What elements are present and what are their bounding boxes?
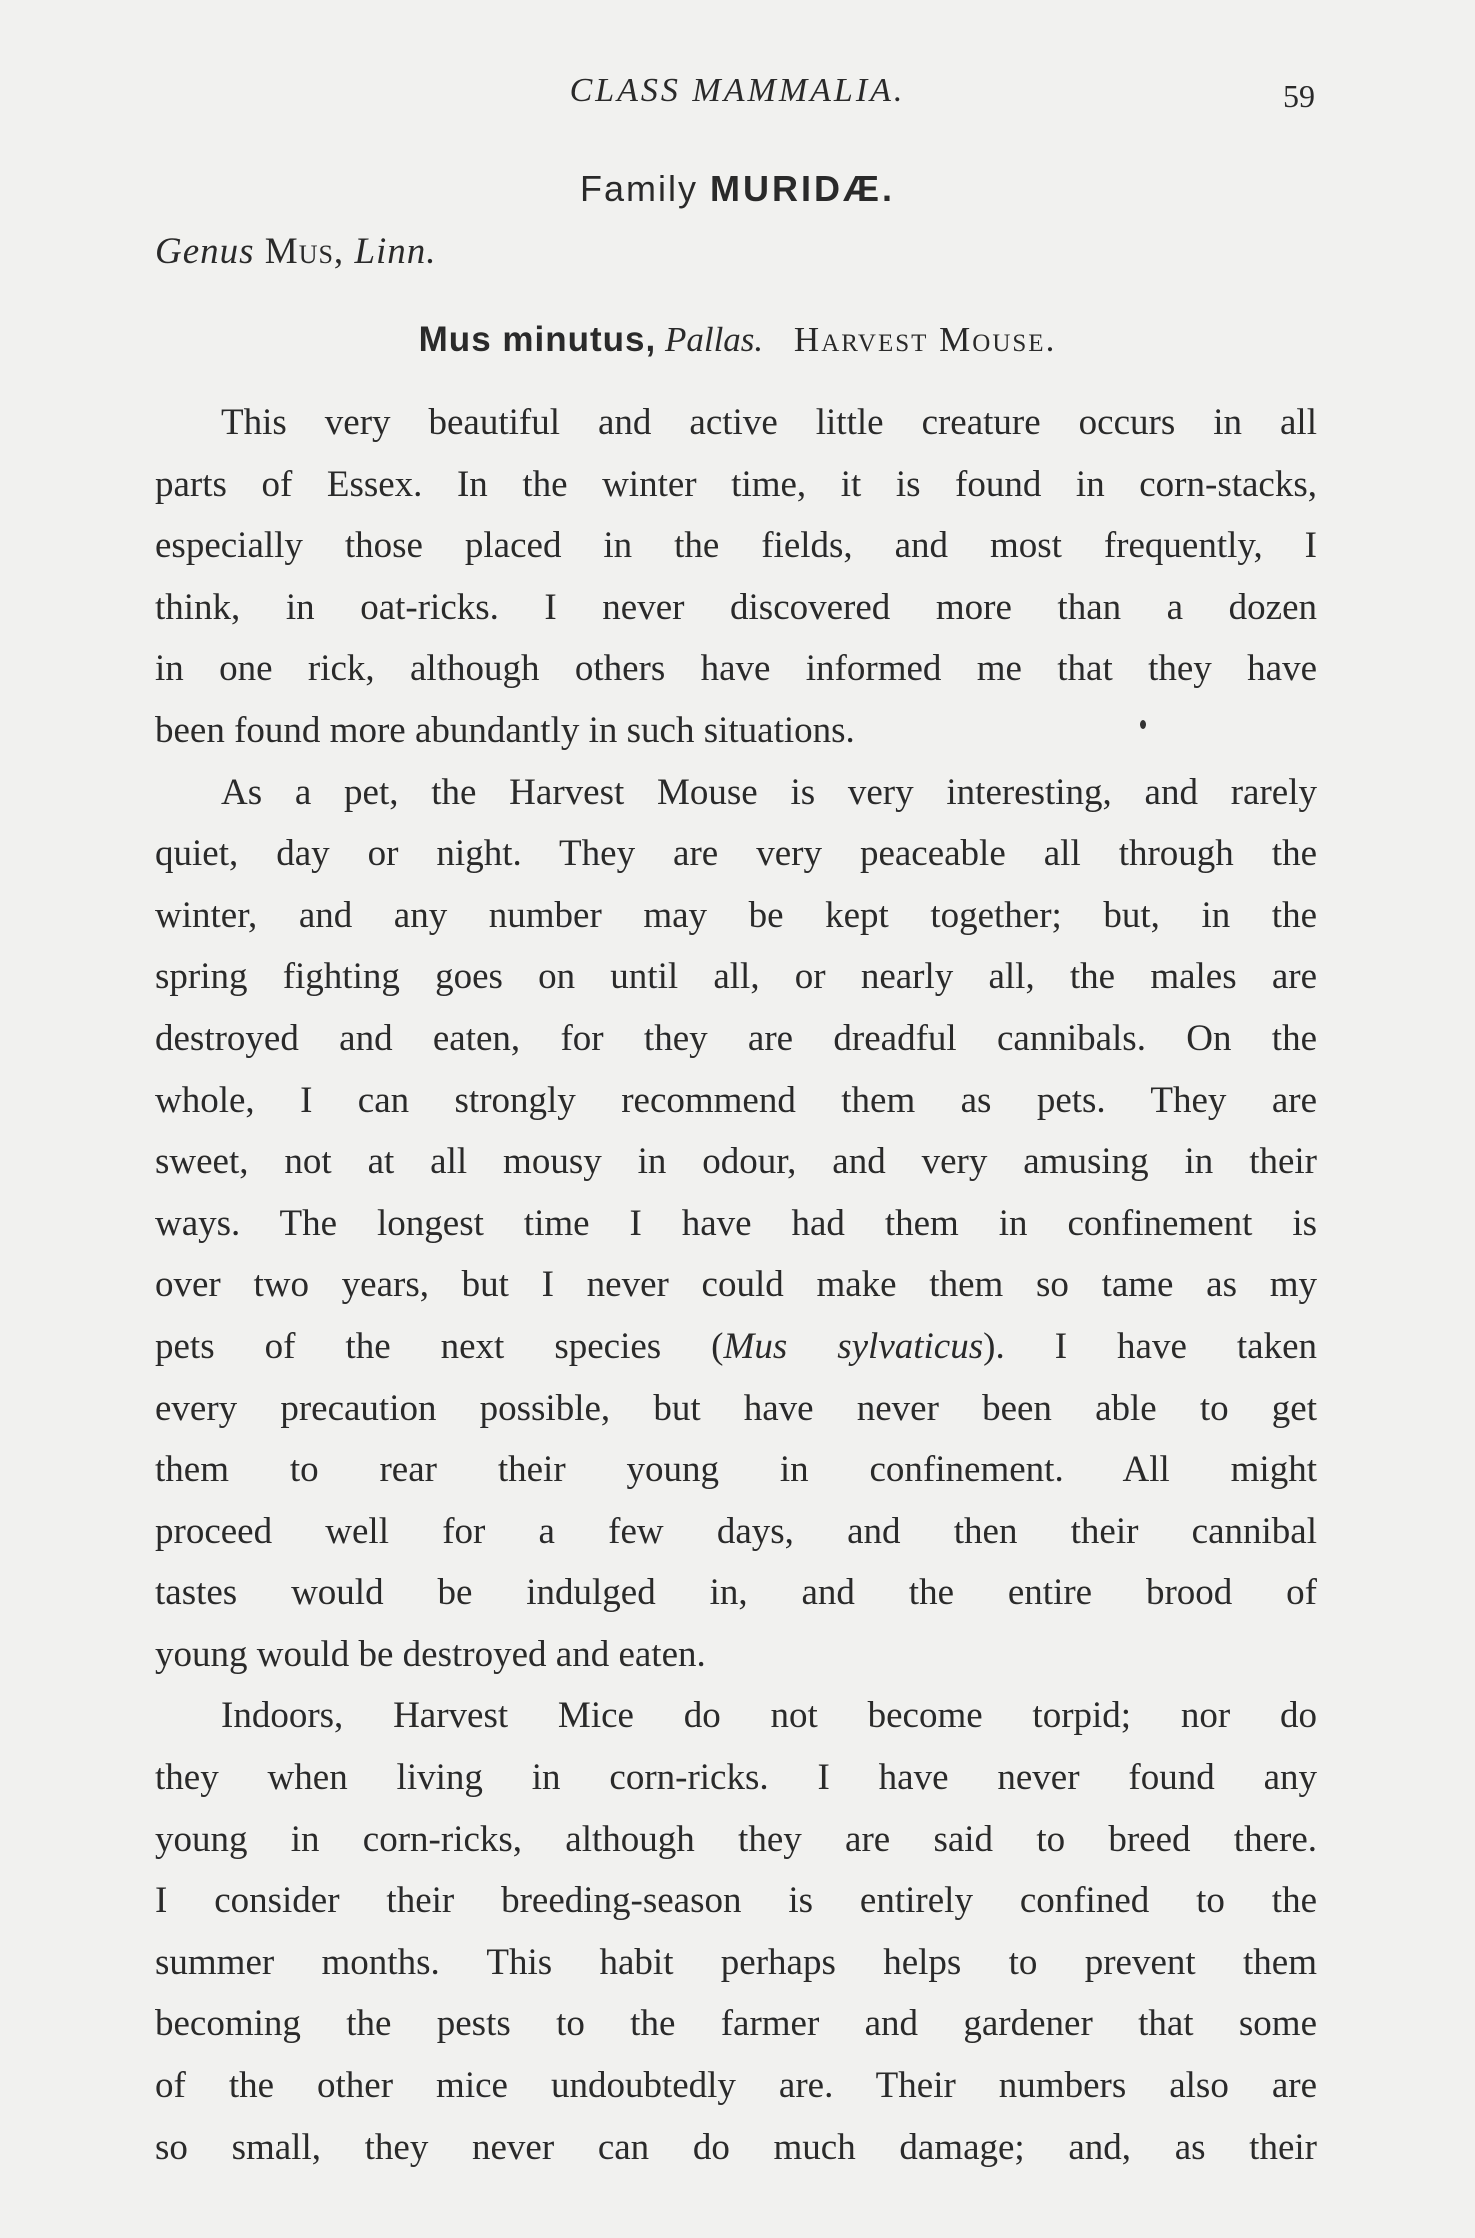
text-line: Indoors, Harvest Mice do not become torpid; nor do — [221, 1695, 1317, 1737]
text-line: ways. The longest time I have had them in confinement is — [155, 1202, 1317, 1244]
text-segment: pets of the next species ( — [155, 1325, 724, 1367]
text-line: becoming the pests to the farmer and gardener that some — [155, 2003, 1317, 2045]
text-line: them to rear their young in confinement. All might — [155, 1449, 1317, 1491]
text-line: proceed well for a few days, and then their cannibal — [155, 1510, 1317, 1552]
text-line: been found more abundantly in such situations. — [155, 709, 855, 751]
text-line: every precaution possible, but have never been able to get — [155, 1387, 1317, 1429]
text-line: especially those placed in the fields, and most frequently, I — [155, 525, 1317, 567]
text-line: parts of Essex. In the winter time, it is found in corn-stacks, — [155, 463, 1317, 505]
text-line: winter, and any number may be kept together; but, in the — [155, 894, 1317, 936]
italic-species-name: Mus sylvaticus — [723, 1325, 984, 1367]
family-name: MURIDÆ. — [710, 168, 895, 209]
family-prefix: Family — [579, 168, 698, 209]
text-line: tastes would be indulged in, and the entire brood of — [155, 1572, 1317, 1614]
text-line: over two years, but I never could make them so tame as my — [155, 1264, 1317, 1306]
running-head — [0, 72, 1475, 122]
genus-heading — [155, 230, 437, 273]
text-line: As a pet, the Harvest Mouse is very interesting, and rarely — [221, 771, 1317, 813]
text-line: whole, I can strongly recommend them as pets. They are — [155, 1079, 1317, 1121]
running-title: CLASS MAMMALIA. — [569, 72, 906, 109]
species-binomial: Mus minutus, — [418, 320, 657, 359]
text-line: they when living in corn-ricks. I have never found any — [155, 1757, 1317, 1799]
genus-name: Mus, — [264, 231, 345, 272]
text-line: of the other mice undoubtedly are. Their numbers also are — [155, 2065, 1317, 2107]
species-common-name: Harvest Mouse. — [793, 320, 1057, 359]
text-line: This very beautiful and active little creature occurs in all — [221, 402, 1317, 443]
text-line-with-italic — [155, 1316, 1317, 1378]
body-text — [155, 392, 1317, 2178]
species-authority: Pallas. — [664, 320, 764, 359]
text-line: sweet, not at all mousy in odour, and very amusing in their — [155, 1141, 1317, 1183]
text-line: summer months. This habit perhaps helps to prevent them — [155, 1941, 1317, 1983]
text-line: quiet, day or night. They are very peaceable all through the — [155, 833, 1317, 875]
text-line: destroyed and eaten, for they are dreadful cannibals. On the — [155, 1017, 1317, 1059]
genus-authority: Linn. — [354, 231, 437, 272]
genus-label: Genus — [155, 231, 255, 272]
text-line: young would be destroyed and eaten. — [155, 1633, 706, 1675]
text-line: so small, they never can do much damage; and, as their — [155, 2126, 1317, 2168]
text-line: think, in oat-ricks. I never discovered more than a dozen — [155, 586, 1317, 628]
text-line: young in corn-ricks, although they are said to breed there. — [155, 1818, 1317, 1860]
page-number: 59 — [1283, 78, 1315, 114]
ink-speck — [1140, 720, 1146, 729]
text-line: I consider their breeding-season is entirely confined to the — [155, 1880, 1317, 1922]
family-heading — [0, 168, 1475, 210]
species-heading — [0, 320, 1475, 360]
text-segment: ). I have taken — [983, 1325, 1317, 1367]
text-line: in one rick, although others have informed me that they have — [155, 648, 1317, 690]
text-line: spring fighting goes on until all, or nearly all, the males are — [155, 956, 1317, 998]
